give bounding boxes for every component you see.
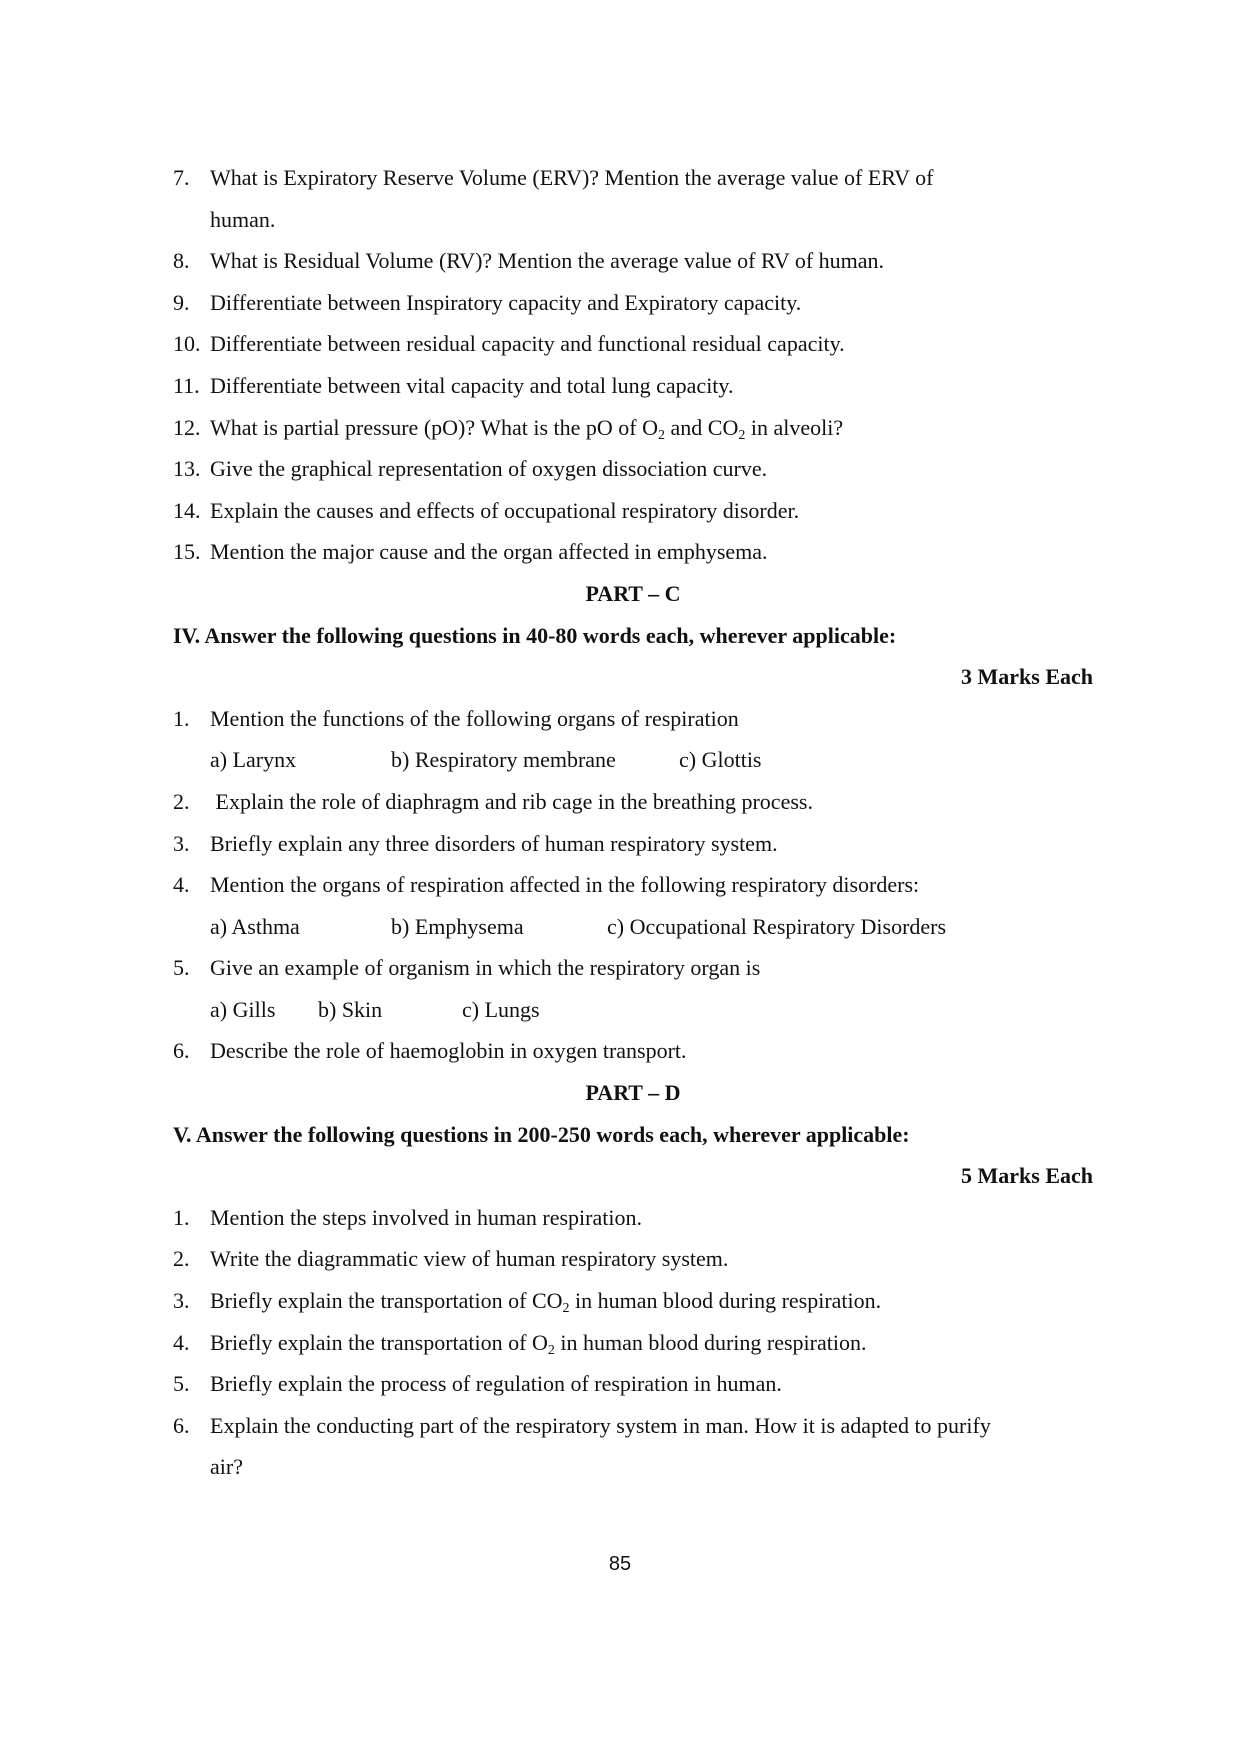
- subscript: 2: [547, 1342, 555, 1358]
- question-list: [173, 157, 1093, 1488]
- text-part: Briefly explain the transportation of O: [210, 1329, 548, 1355]
- question-text: Mention the functions of the following organs of respiration: [210, 705, 739, 731]
- part-d-marks: 5 Marks Each: [961, 1163, 1093, 1189]
- part-d-heading: PART – D: [585, 1080, 681, 1106]
- option: a) Asthma: [210, 913, 300, 939]
- question-d3: [173, 1280, 1093, 1322]
- option: c) Occupational Respiratory Disorders: [607, 913, 947, 939]
- page-number: 85: [608, 1553, 632, 1575]
- option: a) Gills: [210, 996, 276, 1022]
- question-text: Briefly explain any three disorders of human respiratory system.: [210, 830, 778, 856]
- question-text: [210, 407, 843, 449]
- text-part: What is partial pressure (pO)? What is the pO of O: [210, 414, 659, 440]
- question-number: 7.: [173, 165, 190, 190]
- question-text: Differentiate between vital capacity and total lung capacity.: [210, 372, 734, 398]
- subscript: 2: [562, 1301, 570, 1317]
- question-text: [210, 1280, 881, 1322]
- question-c5: [173, 947, 1093, 989]
- question-c4-options: [173, 906, 1093, 948]
- question-c2: [173, 781, 1093, 823]
- question-c6: [173, 1030, 1093, 1072]
- text-part: Briefly explain the transportation of CO: [210, 1288, 563, 1314]
- question-d2: [173, 1238, 1093, 1280]
- question-number: 15.: [173, 539, 201, 565]
- question-text: Give an example of organism in which the respiratory organ is: [210, 955, 761, 981]
- question-number: 3.: [173, 1288, 190, 1314]
- question-number: 11.: [173, 372, 200, 398]
- question-number: 2.: [173, 788, 190, 814]
- question-b14: [173, 490, 1093, 532]
- question-text: Write the diagrammatic view of human respiratory system.: [210, 1246, 729, 1272]
- question-b13: [173, 448, 1093, 490]
- subscript: 2: [738, 427, 746, 443]
- question-text: Give the graphical representation of oxygen dissociation curve.: [210, 456, 768, 482]
- question-d1: [173, 1197, 1093, 1239]
- option: c) Lungs: [462, 996, 540, 1022]
- subscript: 2: [658, 427, 666, 443]
- question-b7: [173, 157, 1093, 199]
- question-b10: [173, 323, 1093, 365]
- text-part: and CO: [665, 414, 739, 440]
- text-part: in alveoli?: [745, 414, 844, 440]
- question-number: 10.: [173, 331, 201, 357]
- question-text: Describe the role of haemoglobin in oxygen transport.: [210, 1038, 687, 1064]
- question-d6: [173, 1405, 1093, 1447]
- question-number: 4.: [173, 1329, 190, 1355]
- question-text: Mention the steps involved in human respiration.: [210, 1204, 642, 1230]
- question-number: 5.: [173, 1371, 190, 1397]
- part-c-instruction: IV. Answer the following questions in 40-80 words each, wherever applicable:: [173, 622, 897, 648]
- question-b12: [173, 407, 1093, 449]
- question-number: 6.: [173, 1038, 190, 1064]
- question-number: 6.: [173, 1412, 190, 1438]
- question-number: 1.: [173, 705, 190, 731]
- part-d-instruction: V. Answer the following questions in 200-250 words each, wherever applicable:: [173, 1121, 910, 1147]
- question-c1-options: [173, 739, 1093, 781]
- text-part: in human blood during respiration.: [554, 1329, 867, 1355]
- question-number: 3.: [173, 830, 190, 856]
- question-number: 9.: [173, 289, 190, 315]
- question-text: Explain the causes and effects of occupational respiratory disorder.: [210, 497, 800, 523]
- part-c-marks: 3 Marks Each: [961, 664, 1093, 690]
- option: b) Skin: [318, 996, 383, 1022]
- question-number: 1.: [173, 1204, 190, 1230]
- question-text: Mention the organs of respiration affected in the following respiratory disorders:: [210, 872, 920, 898]
- option: a) Larynx: [210, 747, 297, 773]
- question-b15: [173, 531, 1093, 573]
- part-c-heading: PART – C: [585, 580, 681, 606]
- question-b7-continuation: human.: [210, 206, 276, 232]
- question-d4: [173, 1322, 1093, 1364]
- question-c3: [173, 823, 1093, 865]
- question-number: 13.: [173, 456, 201, 482]
- question-c1: [173, 698, 1093, 740]
- question-number: 2.: [173, 1246, 190, 1272]
- question-text: Differentiate between Inspiratory capacity and Expiratory capacity.: [210, 289, 802, 315]
- question-text: [210, 1322, 866, 1364]
- question-text: What is Residual Volume (RV)? Mention the average value of RV of human.: [210, 248, 885, 274]
- question-d5: [173, 1363, 1093, 1405]
- question-number: 8.: [173, 248, 190, 274]
- question-b8: [173, 240, 1093, 282]
- text-part: in human blood during respiration.: [569, 1288, 882, 1314]
- question-b9: [173, 282, 1093, 324]
- question-b11: [173, 365, 1093, 407]
- option: b) Emphysema: [391, 913, 524, 939]
- question-text: Briefly explain the process of regulation of respiration in human.: [210, 1371, 782, 1397]
- question-text: Explain the role of diaphragm and rib cage in the breathing process.: [210, 788, 813, 814]
- question-text: What is Expiratory Reserve Volume (ERV)? Mention the average value of ERV of: [210, 165, 934, 190]
- option: c) Glottis: [679, 747, 762, 773]
- question-number: 14.: [173, 497, 201, 523]
- question-text: Mention the major cause and the organ affected in emphysema.: [210, 539, 768, 565]
- question-text: Explain the conducting part of the respiratory system in man. How it is adapted to purify: [210, 1412, 991, 1438]
- option: b) Respiratory membrane: [391, 747, 616, 773]
- question-d6-continuation: air?: [210, 1454, 243, 1480]
- question-number: 12.: [173, 414, 201, 440]
- question-c4: [173, 864, 1093, 906]
- question-number: 5.: [173, 955, 190, 981]
- question-text: Differentiate between residual capacity and functional residual capacity.: [210, 331, 845, 357]
- question-c5-options: [173, 989, 1093, 1031]
- question-number: 4.: [173, 872, 190, 898]
